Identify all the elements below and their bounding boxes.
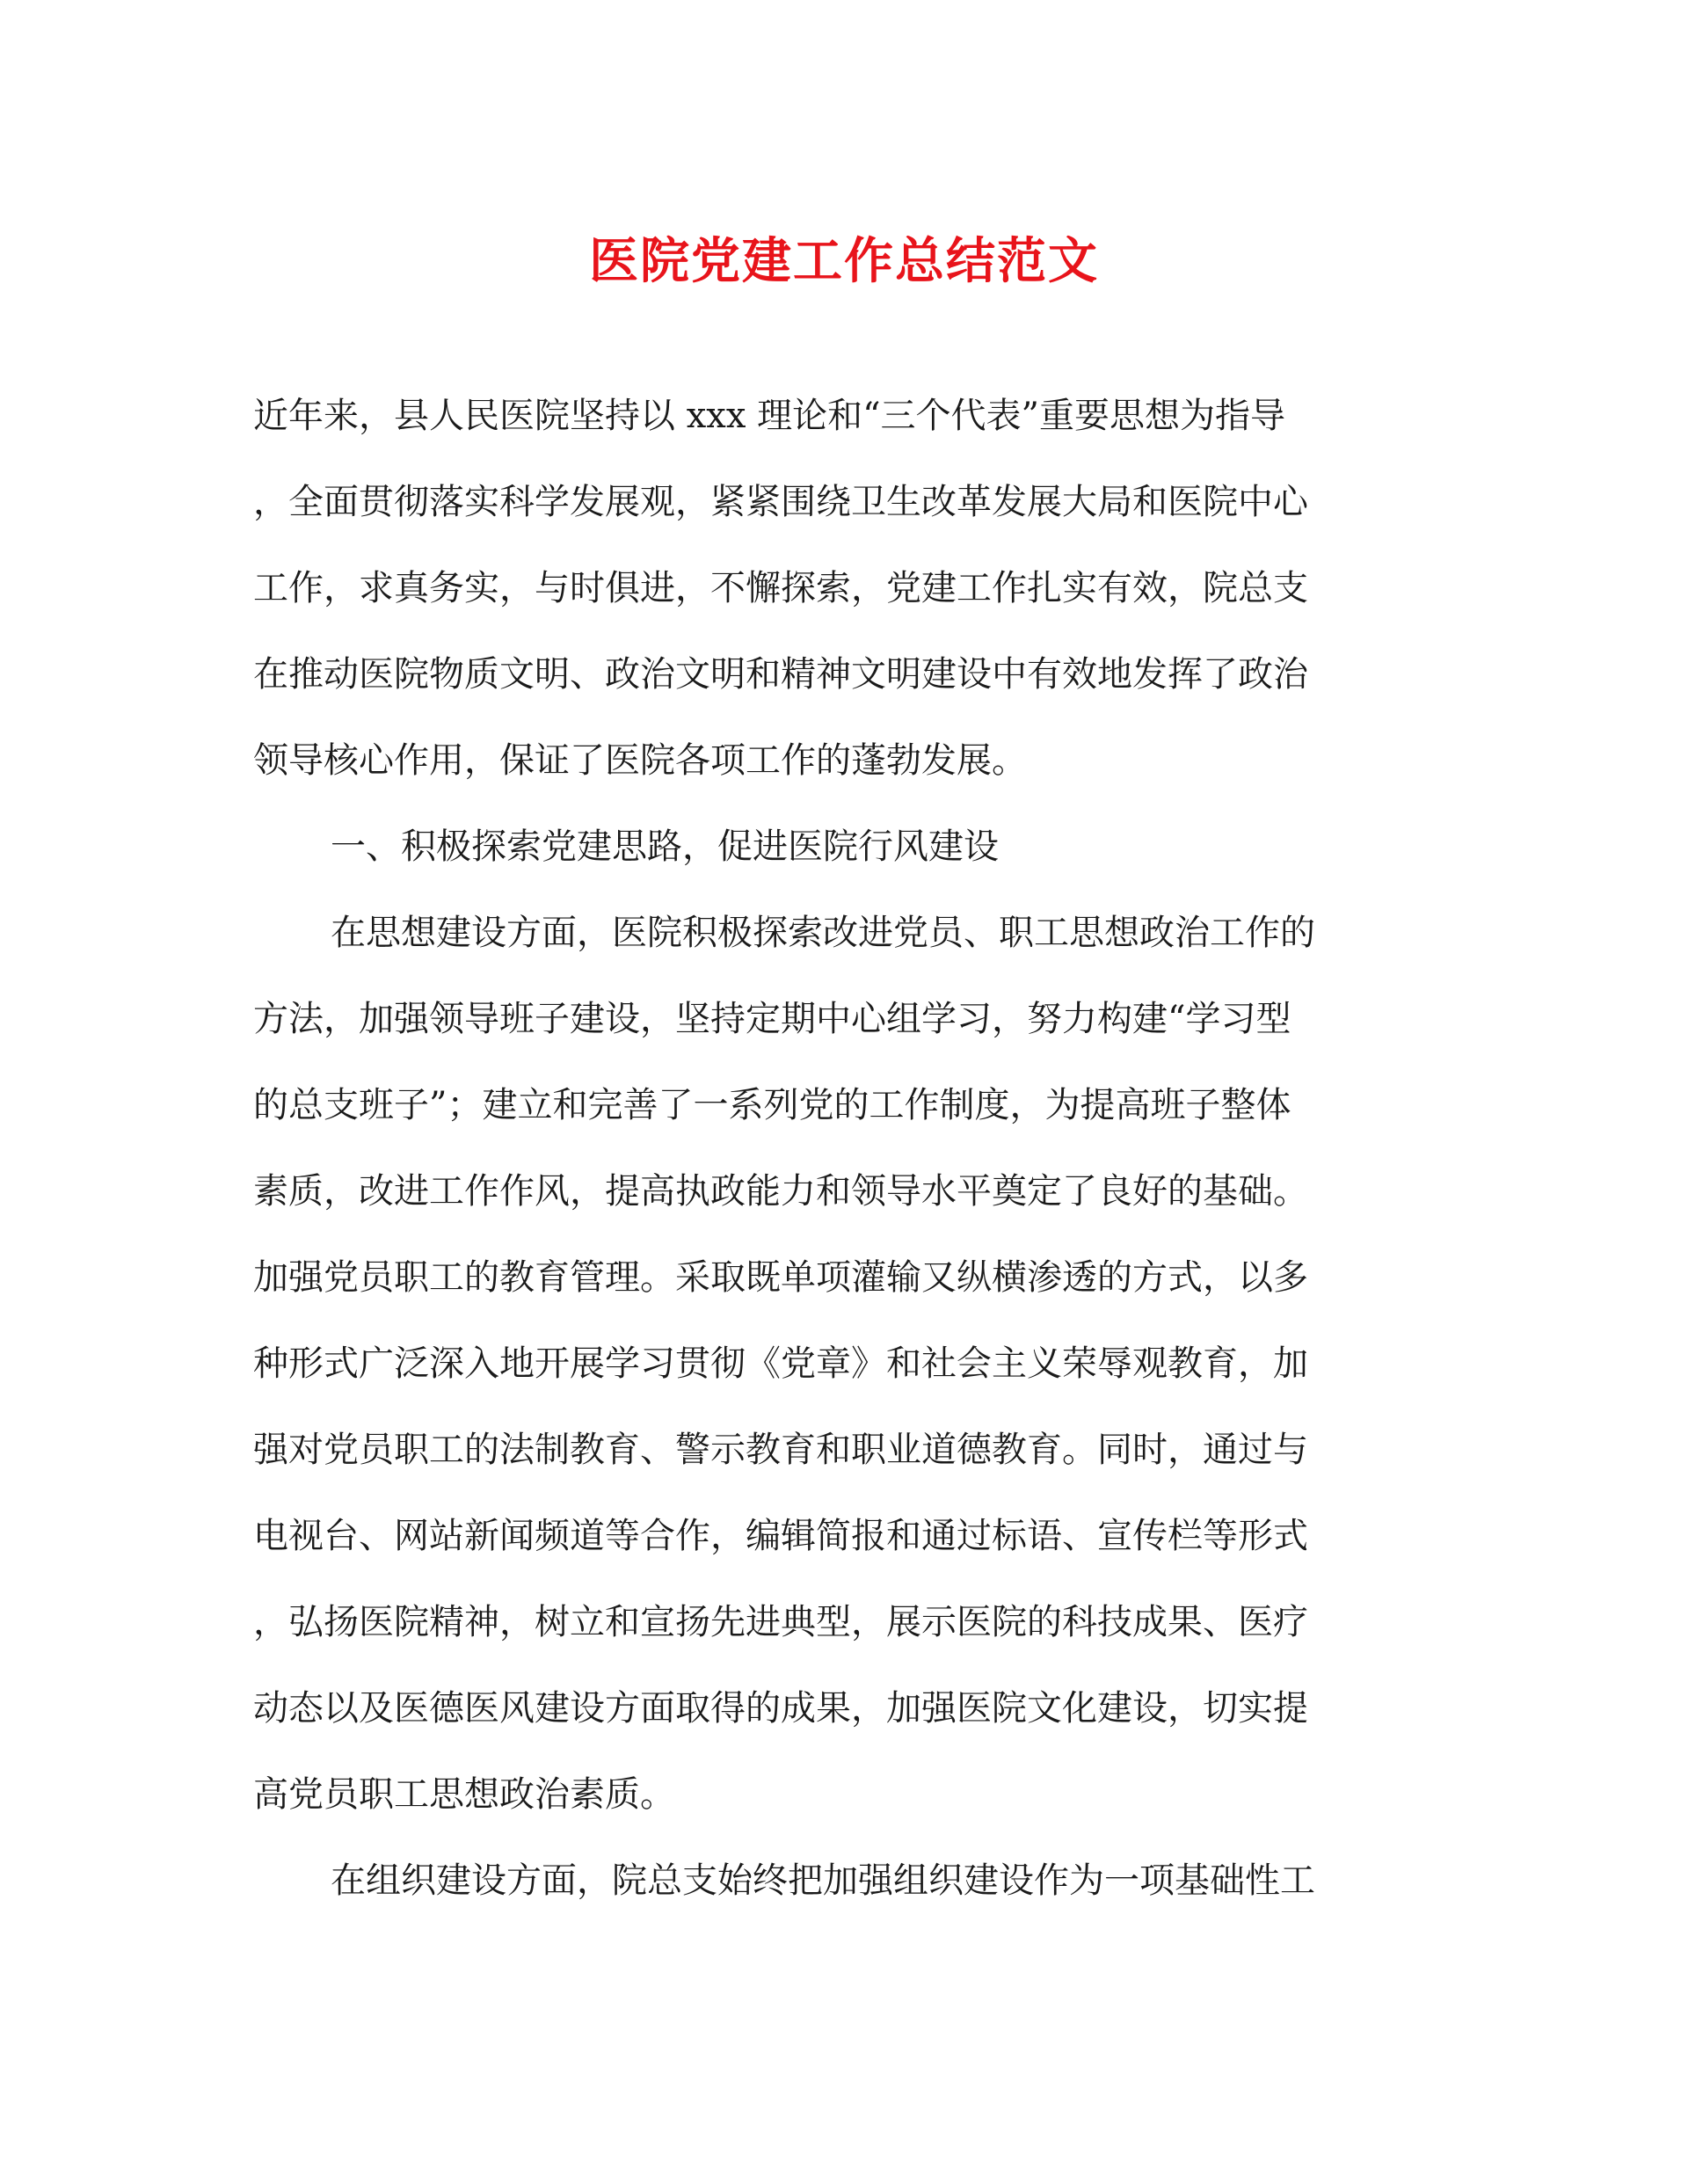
body-line: 动态以及医德医风建设方面取得的成果，加强医院文化建设，切实提 bbox=[253, 1688, 1308, 1729]
body-line: 素质，改进工作作风，提高执政能力和领导水平奠定了良好的基础。 bbox=[253, 1171, 1308, 1212]
body-line: ，全面贯彻落实科学发展观，紧紧围绕卫生改革发展大局和医院中心 bbox=[253, 482, 1308, 522]
body-line: 电视台、网站新闻频道等合作，编辑简报和通过标语、宣传栏等形式 bbox=[253, 1516, 1308, 1556]
body-line: 方法，加强领导班子建设，坚持定期中心组学习，努力构建“学习型 bbox=[253, 999, 1291, 1039]
body-line: 在思想建设方面，医院积极探索改进党员、职工思想政治工作的 bbox=[331, 913, 1315, 953]
body-line: ，弘扬医院精神，树立和宣扬先进典型，展示医院的科技成果、医疗 bbox=[253, 1602, 1308, 1642]
body-line: 在推动医院物质文明、政治文明和精神文明建设中有效地发挥了政治 bbox=[253, 654, 1308, 695]
section-heading: 一、积极探索党建思路，促进医院行风建设 bbox=[331, 826, 999, 867]
document-title: 医院党建工作总结范文 bbox=[589, 232, 1099, 290]
body-line: 高党员职工思想政治素质。 bbox=[253, 1774, 675, 1815]
body-line: 加强党员职工的教育管理。采取既单项灌输又纵横渗透的方式，以多 bbox=[253, 1257, 1308, 1298]
body-line: 在组织建设方面，院总支始终把加强组织建设作为一项基础性工 bbox=[331, 1860, 1315, 1901]
body-line: 近年来，县人民医院坚持以 xxx 理论和“三个代表”重要思想为指导 bbox=[253, 396, 1286, 436]
body-line: 领导核心作用，保证了医院各项工作的蓬勃发展。 bbox=[253, 740, 1027, 781]
body-line: 种形式广泛深入地开展学习贯彻《党章》和社会主义荣辱观教育，加 bbox=[253, 1343, 1308, 1384]
body-line: 强对党员职工的法制教育、警示教育和职业道德教育。同时，通过与 bbox=[253, 1430, 1308, 1470]
body-line: 工作，求真务实，与时俱进，不懈探索，党建工作扎实有效，院总支 bbox=[253, 568, 1308, 608]
body-line: 的总支班子”；建立和完善了一系列党的工作制度，为提高班子整体 bbox=[253, 1085, 1291, 1125]
